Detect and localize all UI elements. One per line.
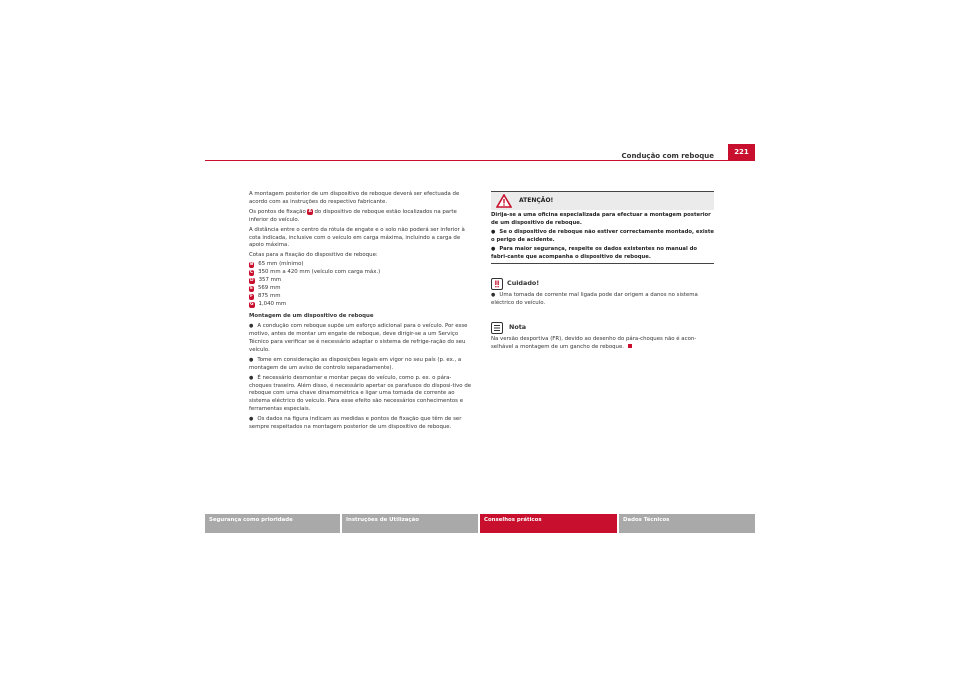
intro-paragraph-3: A distância entre o centro da rótula de engate e o solo não poderá ser inferior à cota indicada, inclusive com o veículo em carga máxima, incluindo a carga de apoio máxima. [249,226,465,249]
page-number: 221 [728,144,755,161]
warning-bullet [491,229,714,245]
callout-a: A [308,208,312,214]
dimension-value: 569 mm [257,285,281,292]
note-text [491,336,715,352]
dimension-item [249,285,473,293]
warning-bullet [491,246,714,262]
dimension-value: 875 mm [257,293,281,300]
note-section [491,322,715,354]
warning-bullet-text: Se o dispositivo de reboque não estiver correctamente montado, existe o perigo de acidente. [491,228,714,243]
warning-triangle-icon [496,194,512,208]
footer-tab-practical-advice[interactable]: Conselhos práticos [480,514,617,533]
intro-paragraph-1: A montagem posterior de um dispositivo de reboque deverá ser efectuada de acordo com as instruções do respectivo fabricante. [249,191,460,205]
caution-text-value: Uma tomada de corrente mal ligada pode dar origem a danos no sistema eléctrico do veículo. [491,292,698,306]
header-divider [205,160,728,161]
dimensions-intro: Cotas para a fixação do dispositivo de reboque: [249,252,378,259]
note-title: Nota [509,323,527,332]
caution-text [491,292,715,308]
footer-tab-safety[interactable]: Segurança como prioridade [205,514,340,533]
note-icon [491,322,503,334]
bullet-text: Tome em consideração as disposições legais em vigor no seu país (p. ex., a montagem de um aviso de controlo separadamente). [249,356,462,371]
intro-2-after: do dispositivo de reboque estão localizados na parte inferior do veículo. [249,208,457,223]
callout-g: G [250,302,254,308]
mounting-heading: Montagem de um dispositivo de reboque [249,313,374,320]
warning-box [491,191,714,271]
note-header [491,322,715,334]
bullet-item [249,323,473,355]
dimension-item [249,293,473,301]
footer-tab-instructions[interactable]: Instruções de Utilização [342,514,478,533]
warning-line: Dirija-se a uma oficina especializada para efectuar a montagem posterior de um dispositivo de reboque. [491,212,711,226]
callout-c: C [250,270,254,276]
callout-f: F [250,294,253,300]
warning-title: ATENÇÃO! [519,197,554,204]
caution-section [491,278,715,310]
footer-tab-technical-data[interactable]: Dados Técnicos [619,514,755,533]
warning-header [491,191,714,210]
dimension-item [249,301,473,309]
end-marker [628,344,632,348]
caution-header [491,278,715,290]
bullet-item [249,416,473,432]
dimension-list [249,261,473,309]
bullet-text: Os dados na figura indicam as medidas e pontos de fixação que têm de ser sempre respeitados na montagem posterior de um dispositivo de reboque. [249,416,462,431]
dimension-item [249,269,473,277]
page-title: Condução com reboque [621,152,714,160]
warning-bullet-text: Para maior segurança, respeite os dados existentes no manual do fabri-cante que acompanha o dispositivo de reboque. [491,245,698,260]
callout-b: B [250,262,254,268]
dimension-value: 357 mm [258,277,282,284]
bullet-item [249,357,473,373]
dimension-item [249,277,473,285]
intro-2-before: Os pontos de fixação [249,208,306,215]
caution-icon [491,278,503,290]
callout-e: E [250,286,253,292]
dimension-value: 65 mm (mínimo) [258,261,304,268]
bullet-text: É necessário desmontar e montar peças do veículo, como p. ex. o pára-choques traseiro. Além disso, é necessário apertar os parafusos do disposi-tivo de reboque com uma chave dinamométrica e ligar uma tomada de corrente ao sistema eléctrico do veículo. Para esse efeito são necessários conhecimentos e ferramentas especiais. [249,374,472,413]
bullet-text: A condução com reboque supõe um esforço adicional para o veículo. Por esse motivo, antes de montar um engate de reboque, deve dirigir-se a um Serviço Técnico para verificar se é necessário adaptar o sistema de refrige-ração do seu veículo. [249,323,468,353]
warning-body [491,210,714,261]
caution-title: Cuidado! [507,279,540,288]
dimension-value: 1,040 mm [258,301,287,308]
warning-bottom-rule [491,263,714,264]
bullet-item [249,375,473,415]
note-text-value: Na versão desportiva (FR), devido ao desenho do pára-choques não é acon-selhável a montagem de um gancho de reboque. [491,336,697,350]
callout-d: D [250,278,254,284]
dimension-value: 350 mm a 420 mm (veículo com carga máx.) [258,269,381,276]
left-column [249,191,473,434]
intro-paragraph-2 [249,209,473,225]
